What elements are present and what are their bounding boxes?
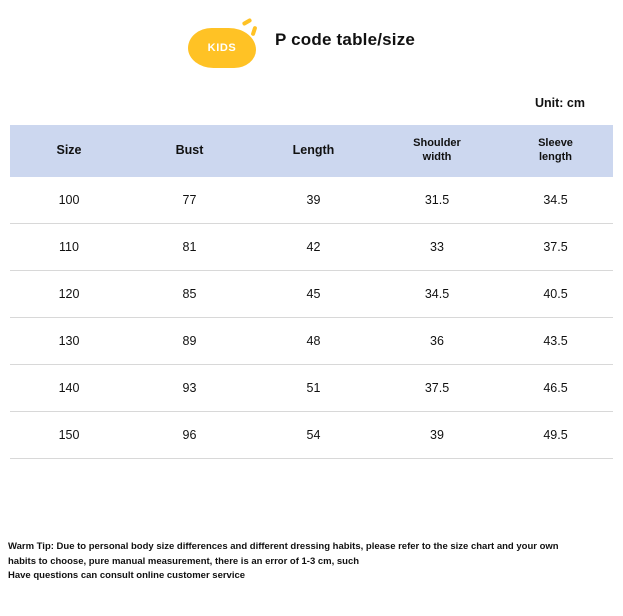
table-row <box>10 177 613 224</box>
size-table-container <box>10 125 613 459</box>
document-header <box>0 0 623 92</box>
cell-shoulder-width: 31.5 <box>376 177 498 224</box>
column-header-sleeve-length: Sleeve length <box>538 137 573 163</box>
cell-bust: 77 <box>128 177 251 224</box>
cell-bust: 89 <box>128 318 251 365</box>
cell-length: 42 <box>251 224 376 271</box>
cell-sleeve-length: 34.5 <box>498 177 613 224</box>
cell-bust: 85 <box>128 271 251 318</box>
cell-sleeve-length: 40.5 <box>498 271 613 318</box>
cell-sleeve-length: 43.5 <box>498 318 613 365</box>
unit-label: Unit: cm <box>535 96 585 110</box>
cell-bust: 93 <box>128 365 251 412</box>
cell-sleeve-length: 46.5 <box>498 365 613 412</box>
page-title: P code table/size <box>275 30 416 49</box>
table-header <box>10 125 613 177</box>
cell-shoulder-width: 37.5 <box>376 365 498 412</box>
cell-length: 45 <box>251 271 376 318</box>
cell-size: 110 <box>10 224 128 271</box>
cell-length: 54 <box>251 412 376 459</box>
warm-tip-note <box>8 540 615 584</box>
cell-size: 100 <box>10 177 128 224</box>
table-row <box>10 271 613 318</box>
note-line-3: Have questions can consult online customer service <box>8 570 246 582</box>
logo-label: KIDS <box>207 42 237 54</box>
kids-logo <box>180 14 264 70</box>
table-body <box>10 177 613 459</box>
cell-length: 39 <box>251 177 376 224</box>
sparkle-icon <box>251 26 258 37</box>
cell-shoulder-width: 33 <box>376 224 498 271</box>
cell-bust: 81 <box>128 224 251 271</box>
table-row <box>10 318 613 365</box>
cell-shoulder-width: 39 <box>376 412 498 459</box>
sparkle-icon <box>242 18 253 26</box>
column-header-bust: Bust <box>175 143 204 158</box>
cell-length: 48 <box>251 318 376 365</box>
cell-size: 120 <box>10 271 128 318</box>
size-table <box>10 125 613 459</box>
column-header-size: Size <box>56 143 82 158</box>
logo-blob-shape <box>188 28 256 68</box>
cell-sleeve-length: 37.5 <box>498 224 613 271</box>
cell-shoulder-width: 34.5 <box>376 271 498 318</box>
column-header-length: Length <box>292 143 335 158</box>
cell-sleeve-length: 49.5 <box>498 412 613 459</box>
table-header-row <box>10 125 613 177</box>
cell-length: 51 <box>251 365 376 412</box>
note-line-1: Warm Tip: Due to personal body size differences and different dressing habits, please refer to the size chart and your own <box>8 541 559 552</box>
cell-size: 140 <box>10 365 128 412</box>
cell-size: 150 <box>10 412 128 459</box>
column-header-shoulder-width: Shoulder width <box>413 137 461 163</box>
cell-shoulder-width: 36 <box>376 318 498 365</box>
table-row <box>10 224 613 271</box>
cell-bust: 96 <box>128 412 251 459</box>
table-row <box>10 412 613 459</box>
cell-size: 130 <box>10 318 128 365</box>
note-line-2: habits to choose, pure manual measurement, there is an error of 1-3 cm, such <box>8 555 360 567</box>
table-row <box>10 365 613 412</box>
